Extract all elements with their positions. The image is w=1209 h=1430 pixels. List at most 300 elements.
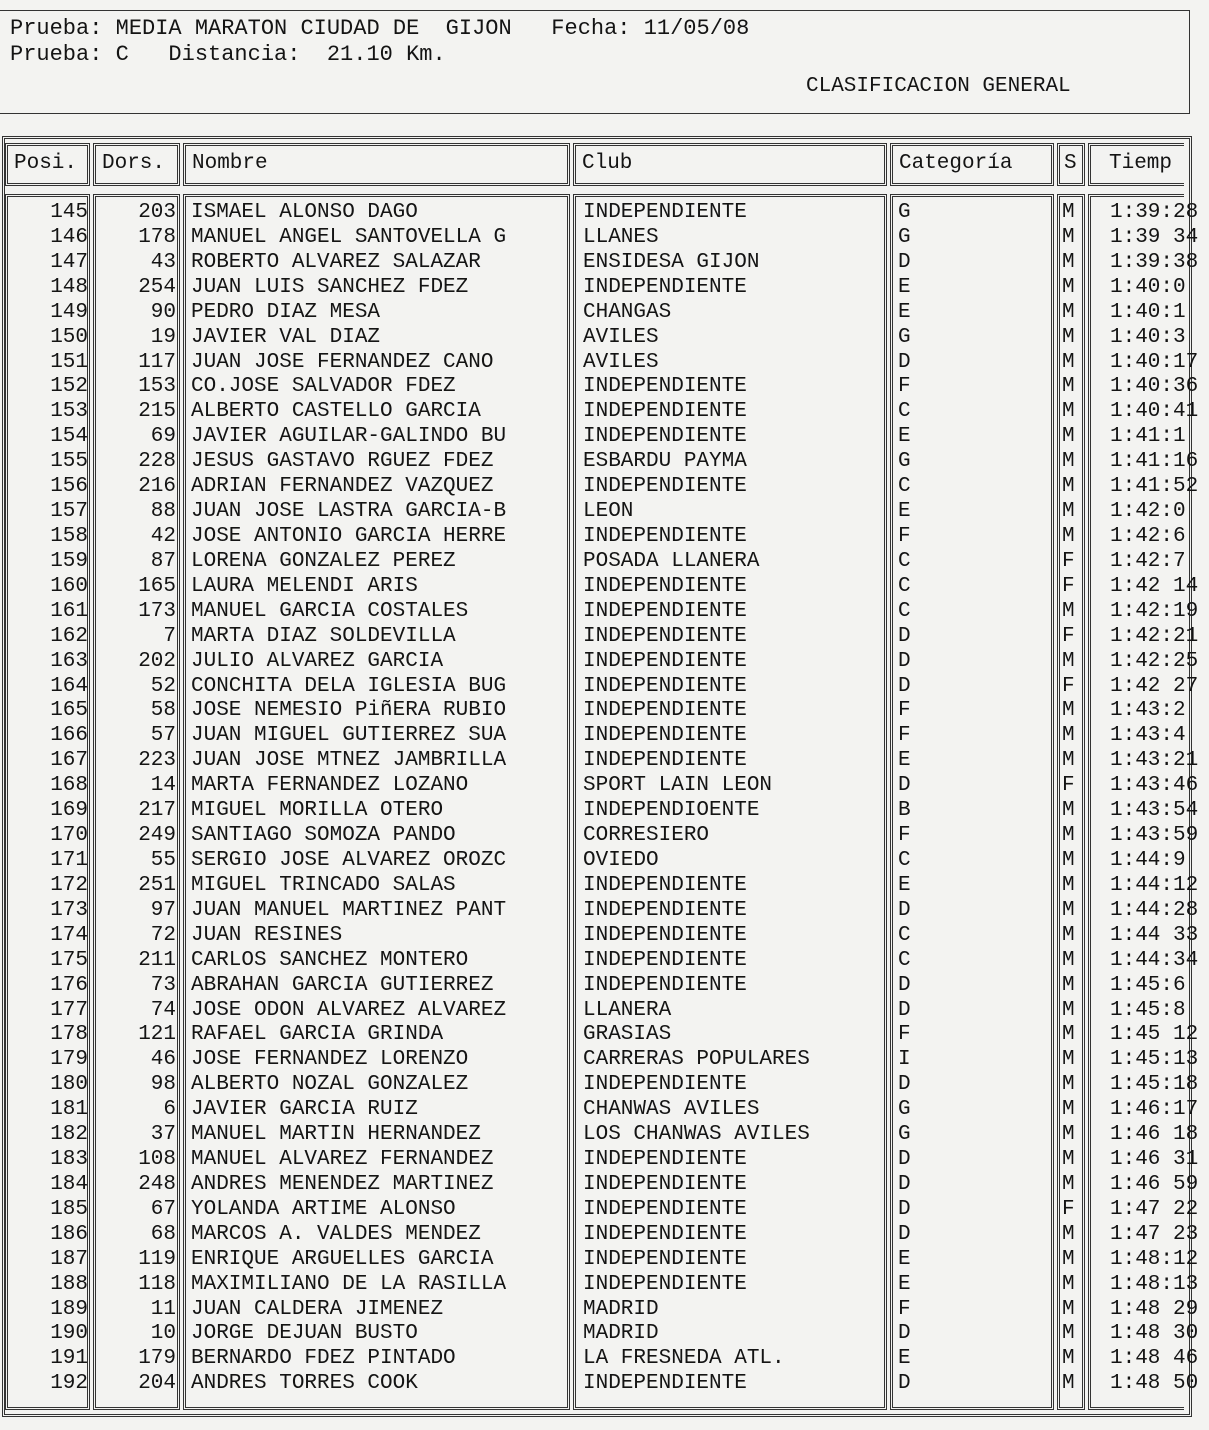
cell-nombre: JAVIER GARCIA RUIZ	[191, 1098, 418, 1122]
cell-categoria: D	[898, 1222, 911, 1246]
table-row	[0, 1372, 1209, 1397]
table-row	[0, 1198, 1209, 1223]
cell-tiempo: 1:42 14	[1110, 574, 1199, 598]
cell-club: INDEPENDIENTE	[583, 1372, 747, 1396]
cell-categoria: E	[898, 873, 911, 897]
cell-sexo: M	[1062, 998, 1075, 1022]
cell-pos: 149	[50, 300, 88, 324]
cell-pos: 150	[50, 325, 88, 349]
cell-nombre: JOSE NEMESIO PiñERA RUBIO	[191, 699, 507, 723]
cell-dorsal: 108	[138, 1148, 176, 1172]
cell-categoria: G	[898, 325, 911, 349]
table-row	[0, 949, 1209, 974]
cell-tiempo: 1:43:54	[1110, 799, 1199, 823]
cell-sexo: M	[1062, 450, 1075, 474]
cell-pos: 157	[50, 500, 88, 524]
cell-pos: 177	[50, 998, 88, 1022]
cell-club: INDEPENDIENTE	[583, 923, 747, 947]
table-row	[0, 1073, 1209, 1098]
cell-sexo: F	[1062, 774, 1075, 798]
cell-categoria: F	[898, 375, 911, 399]
cell-tiempo: 1:43:21	[1110, 749, 1199, 773]
cell-categoria: E	[898, 500, 911, 524]
cell-pos: 161	[50, 599, 88, 623]
cell-tiempo: 1:42:19	[1110, 599, 1199, 623]
cell-categoria: D	[898, 898, 911, 922]
cell-sexo: M	[1062, 475, 1075, 499]
cell-pos: 169	[50, 799, 88, 823]
cell-categoria: E	[898, 1272, 911, 1296]
header-pos: Posi.	[5, 143, 90, 186]
cell-tiempo: 1:43:46	[1110, 774, 1199, 798]
cell-categoria: C	[898, 923, 911, 947]
cell-tiempo: 1:45:13	[1110, 1048, 1199, 1072]
cell-pos: 167	[50, 749, 88, 773]
cell-pos: 160	[50, 574, 88, 598]
cell-club: INDEPENDIENTE	[583, 1247, 747, 1271]
cell-sexo: M	[1062, 1247, 1075, 1271]
cell-categoria: F	[898, 699, 911, 723]
cell-categoria: G	[898, 450, 911, 474]
cell-tiempo: 1:40:3	[1110, 325, 1186, 349]
cell-sexo: M	[1062, 1048, 1075, 1072]
table-row	[0, 1123, 1209, 1148]
cell-tiempo: 1:42:21	[1110, 624, 1199, 648]
cell-categoria: F	[898, 824, 911, 848]
cell-tiempo: 1:41:1	[1110, 425, 1186, 449]
cell-sexo: F	[1062, 549, 1075, 573]
cell-club: POSADA LLANERA	[583, 549, 760, 573]
cell-pos: 164	[50, 674, 88, 698]
table-row	[0, 675, 1209, 700]
cell-sexo: M	[1062, 799, 1075, 823]
cell-nombre: ANDRES MENENDEZ MARTINEZ	[191, 1172, 494, 1196]
cell-pos: 179	[50, 1048, 88, 1072]
cell-dorsal: 55	[150, 848, 176, 872]
header-club: Club	[573, 143, 887, 186]
cell-dorsal: 11	[150, 1297, 176, 1321]
table-row	[0, 251, 1209, 276]
cell-sexo: M	[1062, 375, 1075, 399]
cell-tiempo: 1:40:36	[1110, 375, 1199, 399]
cell-club: INDEPENDIENTE	[583, 425, 747, 449]
cell-pos: 151	[50, 350, 88, 374]
cell-club: INDEPENDIENTE	[583, 475, 747, 499]
cell-tiempo: 1:40:17	[1110, 350, 1199, 374]
cell-sexo: M	[1062, 225, 1075, 249]
table-row	[0, 1173, 1209, 1198]
table-row	[0, 1148, 1209, 1173]
table-row	[0, 1048, 1209, 1073]
cell-pos: 176	[50, 973, 88, 997]
table-row	[0, 874, 1209, 899]
cell-sexo: M	[1062, 350, 1075, 374]
cell-club: LEON	[583, 500, 634, 524]
cell-club: AVILES	[583, 350, 659, 374]
cell-nombre: JUAN JOSE MTNEZ JAMBRILLA	[191, 749, 507, 773]
cell-pos: 178	[50, 1023, 88, 1047]
cell-dorsal: 14	[150, 774, 176, 798]
cell-club: INDEPENDIENTE	[583, 948, 747, 972]
cell-dorsal: 97	[150, 898, 176, 922]
cell-club: INDEPENDIENTE	[583, 375, 747, 399]
table-row	[0, 1298, 1209, 1323]
cell-pos: 171	[50, 848, 88, 872]
cell-pos: 146	[50, 225, 88, 249]
cell-categoria: G	[898, 1123, 911, 1147]
cell-categoria: D	[898, 1172, 911, 1196]
cell-tiempo: 1:46:17	[1110, 1098, 1199, 1122]
cell-tiempo: 1:43:2	[1110, 699, 1186, 723]
table-row	[0, 749, 1209, 774]
table-row	[0, 650, 1209, 675]
cell-pos: 159	[50, 549, 88, 573]
cell-dorsal: 216	[138, 475, 176, 499]
cell-categoria: C	[898, 549, 911, 573]
cell-pos: 166	[50, 724, 88, 748]
cell-sexo: M	[1062, 500, 1075, 524]
cell-club: OVIEDO	[583, 848, 659, 872]
cell-sexo: M	[1062, 1322, 1075, 1346]
cell-dorsal: 98	[150, 1073, 176, 1097]
cell-nombre: ABRAHAN GARCIA GUTIERREZ	[191, 973, 494, 997]
table-row	[0, 824, 1209, 849]
cell-nombre: ENRIQUE ARGUELLES GARCIA	[191, 1247, 494, 1271]
cell-nombre: ISMAEL ALONSO DAGO	[191, 201, 418, 224]
cell-tiempo: 1:42:6	[1110, 524, 1186, 548]
cell-nombre: BERNARDO FDEZ PINTADO	[191, 1347, 456, 1371]
cell-nombre: JOSE FERNANDEZ LORENZO	[191, 1048, 469, 1072]
cell-tiempo: 1:45 12	[1110, 1023, 1199, 1047]
cell-nombre: ALBERTO CASTELLO GARCIA	[191, 400, 481, 424]
cell-pos: 189	[50, 1297, 88, 1321]
cell-sexo: M	[1062, 898, 1075, 922]
cell-club: INDEPENDIENTE	[583, 574, 747, 598]
cell-categoria: D	[898, 973, 911, 997]
cell-pos: 192	[50, 1372, 88, 1396]
cell-nombre: SERGIO JOSE ALVAREZ OROZC	[191, 848, 507, 872]
cell-nombre: MANUEL ANGEL SANTOVELLA G	[191, 225, 507, 249]
cell-nombre: JAVIER VAL DIAZ	[191, 325, 381, 349]
cell-dorsal: 88	[150, 500, 176, 524]
cell-dorsal: 211	[138, 948, 176, 972]
cell-nombre: JUAN JOSE LASTRA GARCIA-B	[191, 500, 507, 524]
cell-tiempo: 1:46 18	[1110, 1123, 1199, 1147]
cell-club: LLANERA	[583, 998, 672, 1022]
cell-dorsal: 165	[138, 574, 176, 598]
cell-club: INDEPENDIENTE	[583, 1197, 747, 1221]
table-row	[0, 575, 1209, 600]
cell-dorsal: 248	[138, 1172, 176, 1196]
cell-sexo: M	[1062, 699, 1075, 723]
cell-nombre: JESUS GASTAVO RGUEZ FDEZ	[191, 450, 494, 474]
cell-club: ESBARDU PAYMA	[583, 450, 747, 474]
cell-nombre: JUAN MIGUEL GUTIERREZ SUA	[191, 724, 507, 748]
cell-categoria: F	[898, 1023, 911, 1047]
cell-categoria: D	[898, 1322, 911, 1346]
cell-categoria: D	[898, 1073, 911, 1097]
cell-tiempo: 1:47 23	[1110, 1222, 1199, 1246]
cell-nombre: MANUEL MARTIN HERNANDEZ	[191, 1123, 481, 1147]
cell-club: INDEPENDIENTE	[583, 649, 747, 673]
cell-nombre: MARTA FERNANDEZ LOZANO	[191, 774, 469, 798]
cell-sexo: M	[1062, 524, 1075, 548]
header-sexo: S	[1057, 143, 1085, 186]
cell-categoria: C	[898, 400, 911, 424]
cell-sexo: M	[1062, 1073, 1075, 1097]
cell-club: INDEPENDIENTE	[583, 1222, 747, 1246]
cell-club: SPORT LAIN LEON	[583, 774, 773, 798]
cell-dorsal: 67	[150, 1197, 176, 1221]
cell-pos: 154	[50, 425, 88, 449]
cell-nombre: SANTIAGO SOMOZA PANDO	[191, 824, 456, 848]
cell-pos: 145	[50, 201, 88, 224]
cell-nombre: MARTA DIAZ SOLDEVILLA	[191, 624, 456, 648]
cell-club: INDEPENDIENTE	[583, 524, 747, 548]
table-row	[0, 1273, 1209, 1298]
cell-sexo: M	[1062, 300, 1075, 324]
cell-pos: 173	[50, 898, 88, 922]
cell-dorsal: 7	[163, 624, 176, 648]
cell-sexo: M	[1062, 599, 1075, 623]
cell-nombre: MANUEL ALVAREZ FERNANDEZ	[191, 1148, 494, 1172]
cell-dorsal: 57	[150, 724, 176, 748]
cell-nombre: JUAN LUIS SANCHEZ FDEZ	[191, 275, 469, 299]
cell-sexo: M	[1062, 749, 1075, 773]
cell-club: INDEPENDIENTE	[583, 400, 747, 424]
cell-sexo: M	[1062, 201, 1075, 224]
cell-categoria: E	[898, 1347, 911, 1371]
cell-sexo: M	[1062, 1372, 1075, 1396]
cell-club: INDEPENDIENTE	[583, 1148, 747, 1172]
cell-categoria: G	[898, 1098, 911, 1122]
cell-categoria: E	[898, 749, 911, 773]
cell-club: CARRERAS POPULARES	[583, 1048, 810, 1072]
cell-categoria: F	[898, 524, 911, 548]
cell-sexo: F	[1062, 624, 1075, 648]
cell-nombre: JUAN RESINES	[191, 923, 343, 947]
cell-dorsal: 204	[138, 1372, 176, 1396]
cell-categoria: E	[898, 275, 911, 299]
cell-tiempo: 1:45:8	[1110, 998, 1186, 1022]
table-row	[0, 450, 1209, 475]
cell-nombre: CONCHITA DELA IGLESIA BUG	[191, 674, 507, 698]
table-row	[0, 400, 1209, 425]
cell-tiempo: 1:48 29	[1110, 1297, 1199, 1321]
cell-dorsal: 173	[138, 599, 176, 623]
cell-club: GRASIAS	[583, 1023, 672, 1047]
cell-tiempo: 1:40:0	[1110, 275, 1186, 299]
cell-sexo: M	[1062, 400, 1075, 424]
cell-pos: 148	[50, 275, 88, 299]
cell-nombre: CO.JOSE SALVADOR FDEZ	[191, 375, 456, 399]
cell-dorsal: 73	[150, 973, 176, 997]
cell-dorsal: 68	[150, 1222, 176, 1246]
table-row	[0, 525, 1209, 550]
cell-sexo: M	[1062, 1023, 1075, 1047]
cell-categoria: D	[898, 250, 911, 274]
cell-pos: 156	[50, 475, 88, 499]
cell-tiempo: 1:42:0	[1110, 500, 1186, 524]
cell-pos: 172	[50, 873, 88, 897]
cell-club: AVILES	[583, 325, 659, 349]
table-row	[0, 1347, 1209, 1372]
cell-dorsal: 202	[138, 649, 176, 673]
cell-club: LA FRESNEDA ATL.	[583, 1347, 785, 1371]
cell-club: INDEPENDIENTE	[583, 973, 747, 997]
cell-nombre: RAFAEL GARCIA GRINDA	[191, 1023, 444, 1047]
cell-club: INDEPENDIENTE	[583, 898, 747, 922]
cell-nombre: JULIO ALVAREZ GARCIA	[191, 649, 444, 673]
cell-nombre: ANDRES TORRES COOK	[191, 1372, 418, 1396]
cell-sexo: M	[1062, 873, 1075, 897]
cell-pos: 158	[50, 524, 88, 548]
table-row	[0, 226, 1209, 251]
cell-sexo: M	[1062, 1347, 1075, 1371]
cell-sexo: M	[1062, 275, 1075, 299]
cell-club: INDEPENDIENTE	[583, 674, 747, 698]
cell-tiempo: 1:41:16	[1110, 450, 1199, 474]
cell-pos: 191	[50, 1347, 88, 1371]
cell-nombre: ROBERTO ALVAREZ SALAZAR	[191, 250, 481, 274]
cell-pos: 188	[50, 1272, 88, 1296]
cell-tiempo: 1:42 27	[1110, 674, 1199, 698]
cell-categoria: D	[898, 774, 911, 798]
cell-club: INDEPENDIOENTE	[583, 799, 760, 823]
cell-dorsal: 87	[150, 549, 176, 573]
table-row	[0, 301, 1209, 326]
cell-pos: 152	[50, 375, 88, 399]
cell-club: LOS CHANWAS AVILES	[583, 1123, 810, 1147]
cell-categoria: C	[898, 948, 911, 972]
cell-nombre: ADRIAN FERNANDEZ VAZQUEZ	[191, 475, 494, 499]
cell-tiempo: 1:41:52	[1110, 475, 1199, 499]
cell-nombre: MARCOS A. VALDES MENDEZ	[191, 1222, 481, 1246]
cell-sexo: F	[1062, 674, 1075, 698]
table-row	[0, 1248, 1209, 1273]
cell-dorsal: 203	[138, 201, 176, 224]
cell-sexo: M	[1062, 1272, 1075, 1296]
cell-nombre: PEDRO DIAZ MESA	[191, 300, 381, 324]
table-row	[0, 924, 1209, 949]
cell-nombre: CARLOS SANCHEZ MONTERO	[191, 948, 469, 972]
header-dorsal: Dors.	[93, 143, 180, 186]
cell-club: INDEPENDIENTE	[583, 1073, 747, 1097]
cell-nombre: JOSE ODON ALVAREZ ALVAREZ	[191, 998, 507, 1022]
cell-dorsal: 178	[138, 225, 176, 249]
cell-tiempo: 1:39:38	[1110, 250, 1199, 274]
cell-categoria: I	[898, 1048, 911, 1072]
cell-sexo: M	[1062, 425, 1075, 449]
table-row	[0, 326, 1209, 351]
cell-tiempo: 1:44:28	[1110, 898, 1199, 922]
cell-sexo: M	[1062, 1172, 1075, 1196]
results-rows	[0, 201, 1209, 1397]
header-nombre: Nombre	[183, 143, 570, 186]
cell-dorsal: 69	[150, 425, 176, 449]
cell-club: INDEPENDIENTE	[583, 749, 747, 773]
table-row	[0, 1023, 1209, 1048]
cell-tiempo: 1:45:18	[1110, 1073, 1199, 1097]
table-row	[0, 375, 1209, 400]
cell-club: INDEPENDIENTE	[583, 699, 747, 723]
table-row	[0, 849, 1209, 874]
table-row	[0, 974, 1209, 999]
cell-nombre: MANUEL GARCIA COSTALES	[191, 599, 469, 623]
cell-sexo: M	[1062, 649, 1075, 673]
cell-dorsal: 6	[163, 1098, 176, 1122]
cell-categoria: D	[898, 350, 911, 374]
cell-sexo: M	[1062, 250, 1075, 274]
cell-tiempo: 1:44 33	[1110, 923, 1199, 947]
cell-tiempo: 1:48 50	[1110, 1372, 1199, 1396]
cell-categoria: E	[898, 1247, 911, 1271]
cell-dorsal: 121	[138, 1023, 176, 1047]
cell-dorsal: 254	[138, 275, 176, 299]
cell-categoria: D	[898, 674, 911, 698]
cell-nombre: JUAN CALDERA JIMENEZ	[191, 1297, 444, 1321]
cell-club: ENSIDESA GIJON	[583, 250, 760, 274]
cell-club: INDEPENDIENTE	[583, 1272, 747, 1296]
cell-sexo: M	[1062, 923, 1075, 947]
cell-dorsal: 117	[138, 350, 176, 374]
cell-tiempo: 1:40:41	[1110, 400, 1199, 424]
cell-sexo: M	[1062, 973, 1075, 997]
cell-categoria: D	[898, 1372, 911, 1396]
cell-dorsal: 215	[138, 400, 176, 424]
cell-pos: 186	[50, 1222, 88, 1246]
cell-club: INDEPENDIENTE	[583, 599, 747, 623]
cell-dorsal: 118	[138, 1272, 176, 1296]
table-row	[0, 600, 1209, 625]
cell-categoria: C	[898, 475, 911, 499]
cell-sexo: M	[1062, 1123, 1075, 1147]
cell-tiempo: 1:46 59	[1110, 1172, 1199, 1196]
cell-dorsal: 217	[138, 799, 176, 823]
cell-club: MADRID	[583, 1297, 659, 1321]
cell-nombre: JUAN MANUEL MARTINEZ PANT	[191, 898, 507, 922]
cell-categoria: B	[898, 799, 911, 823]
cell-nombre: JAVIER AGUILAR-GALINDO BU	[191, 425, 507, 449]
cell-tiempo: 1:48 46	[1110, 1347, 1199, 1371]
cell-dorsal: 251	[138, 873, 176, 897]
header-tiempo: Tiemp	[1088, 143, 1184, 186]
table-row	[0, 475, 1209, 500]
cell-categoria: C	[898, 848, 911, 872]
cell-tiempo: 1:40:1	[1110, 300, 1186, 324]
cell-pos: 155	[50, 450, 88, 474]
table-row	[0, 625, 1209, 650]
cell-dorsal: 37	[150, 1123, 176, 1147]
cell-club: INDEPENDIENTE	[583, 624, 747, 648]
cell-pos: 181	[50, 1098, 88, 1122]
cell-dorsal: 58	[150, 699, 176, 723]
cell-pos: 175	[50, 948, 88, 972]
cell-dorsal: 10	[150, 1322, 176, 1346]
cell-tiempo: 1:48:13	[1110, 1272, 1199, 1296]
cell-dorsal: 74	[150, 998, 176, 1022]
cell-tiempo: 1:43:4	[1110, 724, 1186, 748]
table-row	[0, 276, 1209, 301]
cell-categoria: F	[898, 1297, 911, 1321]
cell-categoria: D	[898, 998, 911, 1022]
cell-pos: 182	[50, 1123, 88, 1147]
table-row	[0, 550, 1209, 575]
cell-club: INDEPENDIENTE	[583, 724, 747, 748]
cell-club: MADRID	[583, 1322, 659, 1346]
cell-club: INDEPENDIENTE	[583, 1172, 747, 1196]
table-row	[0, 1223, 1209, 1248]
